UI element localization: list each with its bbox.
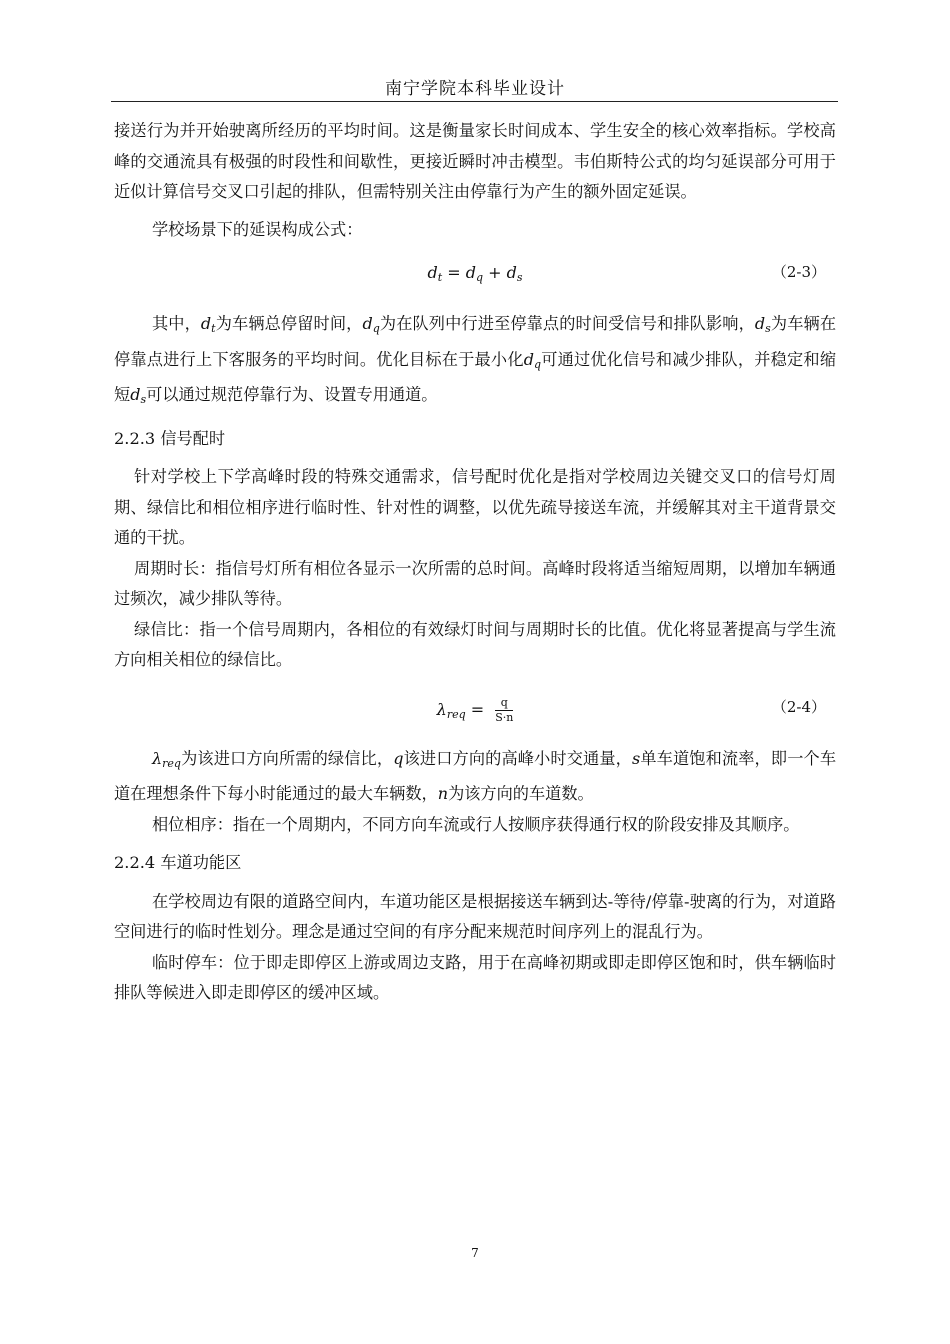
paragraph: 相位相序：指在一个周期内，不同方向车流或行人按顺序获得通行权的阶段安排及其顺序。: [152, 814, 800, 834]
paragraph: 绿信比：指一个信号周期内，各相位的有效绿灯时间与周期时长的比值。优化将显著提高与学生流方向相关相位的绿信比。: [114, 619, 836, 669]
formula-term: $\lambda_{req}$: [436, 699, 466, 721]
paragraph: 其中，$d_t$为车辆总停留时间，$d_q$为在队列中行进至停靠点的时间受信号和排队影响，$d_s$为车辆在停靠点进行上下客服务的平均时间。优化目标在于最小化$d_q$可通过优化信号和减少排队，并稳定和缩短$d_s$可以通过规范停靠行为、设置专用通道。: [114, 314, 837, 406]
equation-number: （2-4）: [771, 697, 826, 716]
paragraph: 周期时长：指信号灯所有相位各显示一次所需的总时间。高峰时段将适当缩短周期，以增加车辆通过频次，减少排队等待。: [114, 558, 836, 608]
paragraph: 针对学校上下学高峰时段的特殊交通需求，信号配时优化是指对学校周边关键交叉口的信号灯周期、绿信比和相位相序进行临时性、针对性的调整，以优先疏导接送车流，并缓解其对主干道背景交通的干扰。: [114, 467, 836, 547]
formula-term: $d_t$: [427, 263, 443, 284]
inline-math: $d_q$: [362, 314, 380, 335]
formula-term: $d_s$: [506, 263, 523, 284]
inline-math: $d_t$: [200, 314, 216, 335]
formula-2-4: [114, 676, 836, 742]
paragraph: 接送行为并开始驶离所经历的平均时间。这是衡量家长时间成本、学生安全的核心效率指标。学校高峰的交通流具有极强的时段性和间歇性，更接近瞬时冲击模型。韦伯斯特公式的均匀延误部分可用于近似计算信号交叉口引起的排队，但需特别关注由停靠行为产生的额外固定延误。: [114, 121, 836, 201]
inline-math: $\lambda_{req}$: [152, 748, 181, 770]
inline-math: q: [393, 748, 404, 768]
page-number: 7: [471, 1246, 479, 1260]
formula-operator: =: [442, 263, 466, 282]
formula-fraction: $\frac{q}{S\cdot n}$: [495, 695, 514, 724]
paragraph: $\lambda_{req}$为该进口方向所需的绿信比，q该进口方向的高峰小时交通量，s单车道饱和流率，即一个车道在理想条件下每小时能通过的最大车辆数，n为该方向的车道数。: [114, 748, 837, 803]
formula-operator: +: [483, 263, 507, 282]
inline-math: $d_s$: [754, 314, 771, 335]
paragraph: 在学校周边有限的道路空间内，车道功能区是根据接送车辆到达-等待/停靠-驶离的行为，对道路空间进行的临时性划分。理念是通过空间的有序分配来规范时间序列上的混乱行为。: [114, 891, 836, 941]
formula-2-3: [114, 245, 836, 307]
formula-operator: =: [465, 699, 490, 719]
paragraph: 学校场景下的延误构成公式：: [152, 219, 363, 239]
page-body: [114, 116, 836, 1009]
formula-term: $d_q$: [465, 263, 484, 284]
page-header-title: 南宁学院本科毕业设计: [385, 79, 565, 99]
inline-math: $d_s$: [130, 385, 147, 406]
section-heading-2-2-4: 2.2.4 车道功能区: [114, 853, 242, 872]
paragraph: 临时停车：位于即走即停区上游或周边支路，用于在高峰初期或即走即停区饱和时，供车辆临时排队等候进入即走即停区的缓冲区域。: [114, 952, 836, 1002]
inline-math: s: [632, 748, 641, 768]
formula-expression: [114, 696, 836, 725]
header-divider: [111, 101, 838, 102]
inline-math: $d_q$: [523, 349, 542, 371]
equation-number: （2-3）: [771, 263, 826, 281]
section-heading-2-2-3: 2.2.3 信号配时: [114, 428, 226, 448]
formula-expression: [114, 263, 836, 284]
inline-math: n: [437, 784, 449, 803]
